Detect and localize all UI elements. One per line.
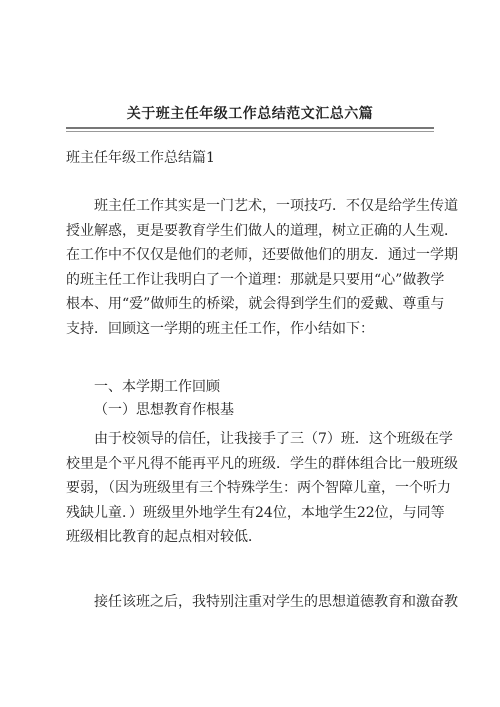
paragraph-line: 要弱，（因为班级里有三个特殊学生：两个智障儿童，一个听力 <box>66 480 451 496</box>
paragraph-line: 由于校领导的信任，让我接手了三（7）班．这个班级在学 <box>94 431 453 447</box>
paragraph-line: 根本、用“爱”做师生的桥梁，就会得到学生们的爱戴、尊重与 <box>66 296 445 312</box>
paragraph-line: 班级相比教育的起点相对较低． <box>66 529 262 545</box>
paragraph-line: 的班主任工作让我明白了一个道理：那就是只要用“心”做教学 <box>66 271 445 288</box>
paragraph-line: 校里是个平凡得不能再平凡的班级．学生的群体组合比一般班级 <box>66 455 458 472</box>
paragraph-intro <box>66 194 458 341</box>
paragraph-line: 接任该班之后，我特别注重对学生的思想道德教育和激奋教 <box>94 594 458 610</box>
paragraph-class-info <box>66 427 458 550</box>
subsection-heading: （一）思想教育作根基 <box>94 402 234 418</box>
paragraph-line: 在工作中不仅仅是他们的老师，还要做他们的朋友．通过一学期 <box>66 247 458 263</box>
section-heading-review: 一、本学期工作回顾 <box>94 379 220 395</box>
document-title: 关于班主任年级工作总结范文汇总六篇 <box>126 106 374 122</box>
title-divider-thin <box>66 131 434 132</box>
paragraph-line: 授业解惑，更是要教育学生们做人的道理，树立正确的人生观． <box>66 222 458 239</box>
paragraph-line: 残缺儿童．）班级里外地学生有24位，本地学生22位，与同等 <box>66 504 445 521</box>
paragraph-line: 班主任工作其实是一门艺术，一项技巧．不仅是给学生传道 <box>94 198 458 214</box>
section-heading: 班主任年级工作总结篇1 <box>66 150 215 166</box>
paragraph-moral-education <box>66 590 458 615</box>
title-divider <box>66 127 434 129</box>
paragraph-line: 支持．回顾这一学期的班主任工作，作小结如下： <box>66 320 374 337</box>
